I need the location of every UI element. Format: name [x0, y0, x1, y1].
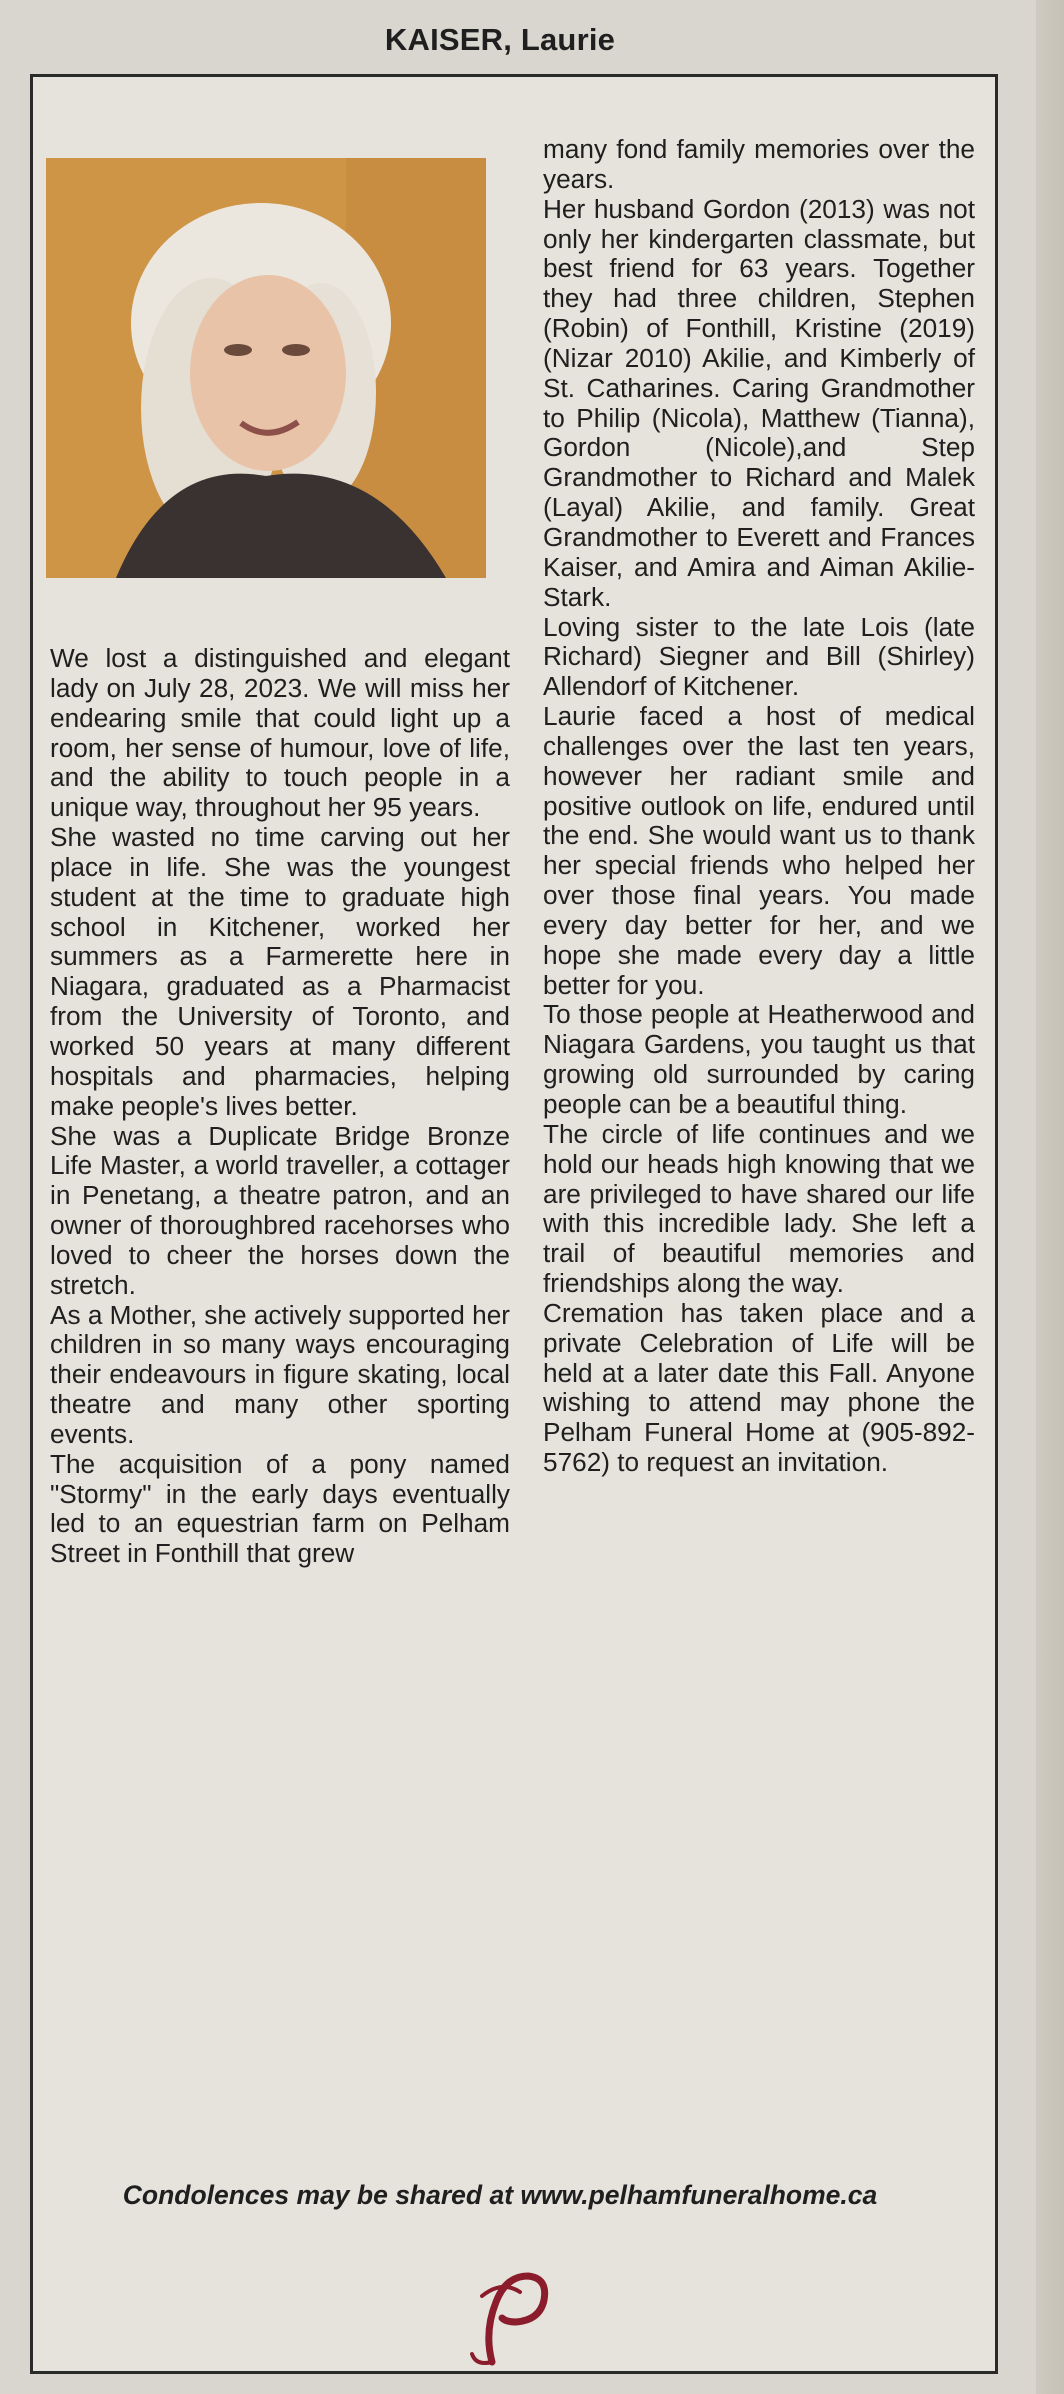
paragraph: Loving sister to the late Lois (late Richard) Siegner and Bill (Shirley) Allendorf of Kitchener.: [543, 611, 975, 702]
obituary-right-column: [543, 135, 975, 1478]
paragraph: Cremation has taken place and a private Celebration of Life will be held at a later date this Fall. Anyone wishing to attend may phone the Pelham Funeral Home at (905-892-5762) to request an invitation.: [543, 1297, 975, 1478]
pelham-p-logo-icon: [462, 2262, 560, 2372]
paragraph: many fond family memories over the years.: [543, 134, 975, 194]
obituary-title: KAISER, Laurie: [384, 22, 616, 57]
portrait-icon: [46, 158, 486, 578]
paragraph: To those people at Heatherwood and Niagara Gardens, you taught us that growing old surrounded by caring people can be a beautiful thing.: [543, 999, 975, 1119]
paragraph: Her husband Gordon (2013) was not only her kindergarten classmate, but best friend for 63 years. Together they had three children, Stephen (Robin) of Fonthill, Kristine (2019) (Nizar 2010) Akilie, and Kimberly of St. Catharines. Caring Grandmother to Philip (Nicola), Matthew (Tianna), Gordon (Nicole),and Step Grandmother to Richard and Malek (Layal) Akilie, and family. Great Grandmother to Everett and Frances Kaiser, and Amira and Aiman Akilie-Stark.: [543, 193, 975, 612]
adjacent-page-edge: [1036, 0, 1064, 2394]
paragraph: Laurie faced a host of medical challenges over the last ten years, however her radiant smile and positive outlook on life, endured until the end. She would want us to thank her special friends who helped her over those final years. You made every day better for her, and we hope she made every day a little better for you.: [543, 701, 975, 1000]
condolences-note: Condolences may be shared at www.pelhamfuneralhome.ca: [122, 2180, 878, 2210]
paragraph: We lost a distinguished and elegant lady on July 28, 2023. We will miss her endearing smile that could light up a room, her sense of humour, love of life, and the ability to touch people in a unique way, throughout her 95 years.: [50, 643, 510, 823]
paragraph: The acquisition of a pony named "Stormy" in the early days eventually led to an equestrian farm on Pelham Street in Fonthill that grew: [50, 1448, 510, 1569]
paragraph: She was a Duplicate Bridge Bronze Life Master, a world traveller, a cottager in Penetang, a theatre patron, and an owner of thoroughbred racehorses who loved to cheer the horses down the stretch.: [50, 1120, 510, 1300]
paragraph: She wasted no time carving out her place in life. She was the youngest student at the time to graduate high school in Kitchener, worked her summers as a Farmerette here in Niagara, graduated as a Pharmacist from the University of Toronto, and worked 50 years at many different hospitals and pharmacies, helping make people's lives better.: [50, 822, 510, 1121]
paragraph: The circle of life continues and we hold our heads high knowing that we are privileged to have shared our life with this incredible lady. She left a trail of beautiful memories and friendships along the way.: [543, 1118, 975, 1299]
obituary-left-column: [50, 644, 510, 1569]
portrait-photo: [46, 158, 486, 578]
paragraph: As a Mother, she actively supported her children in so many ways encouraging their endeavours in figure skating, local theatre and many other sporting events.: [50, 1299, 510, 1449]
